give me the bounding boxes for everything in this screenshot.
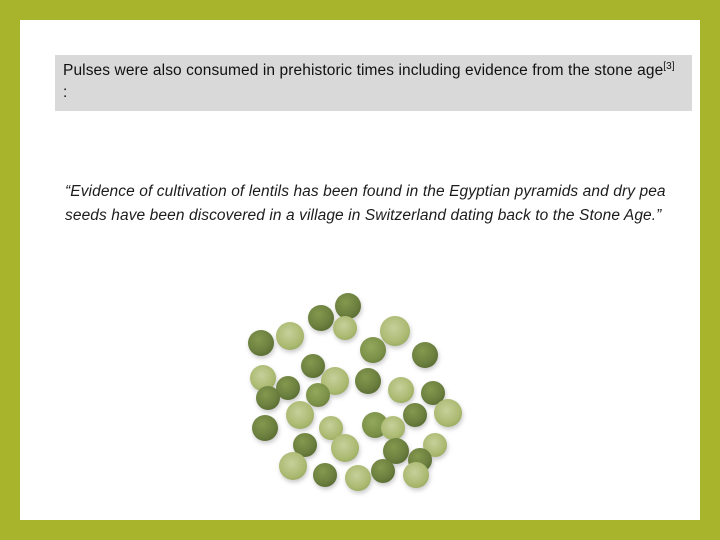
citation-superscript: [3] [663,61,675,72]
slide-header-box [55,55,692,111]
header-text: Pulses were also consumed in prehistoric times including evidence from the stone age [63,62,664,79]
header-suffix: : [63,84,68,101]
green-split-peas-photo [233,281,487,509]
peas-illustration [233,281,487,509]
quote-text: “Evidence of cultivation of lentils has been found in the Egyptian pyramids and dry pea seeds have been discovered in a village in Switzerland dating back to the Stone Age.” [65,183,666,225]
